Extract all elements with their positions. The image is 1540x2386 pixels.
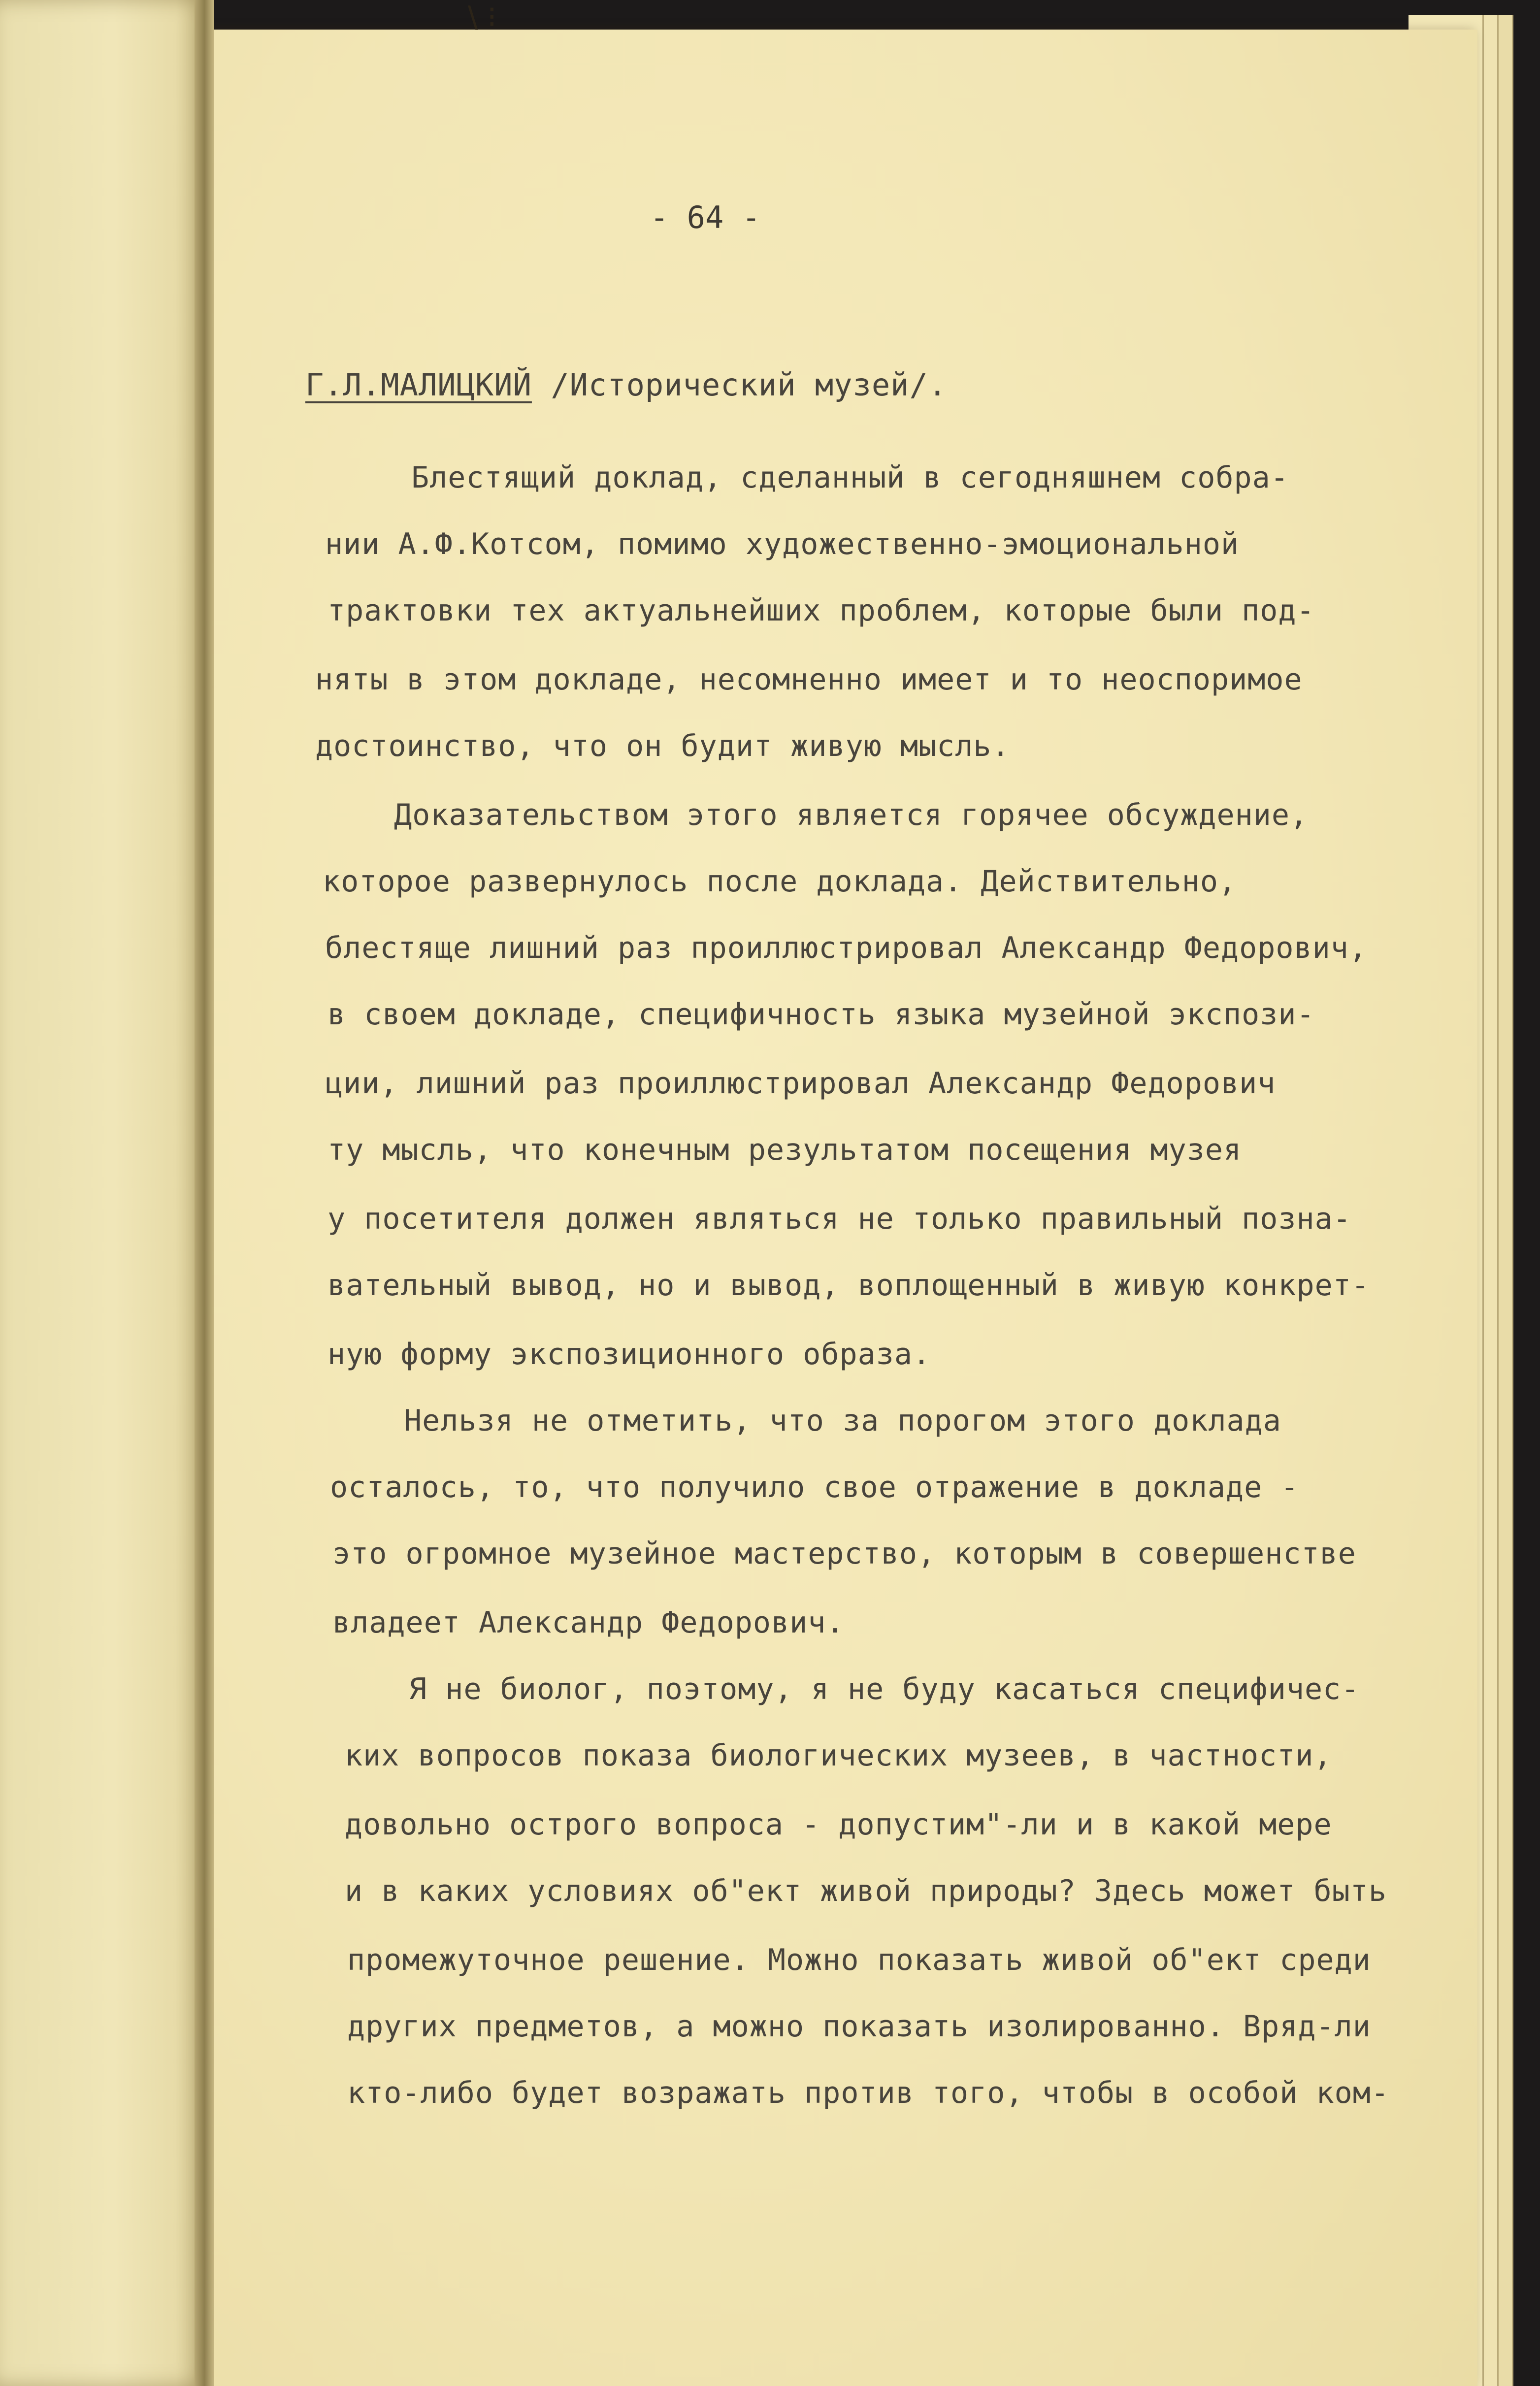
book-gutter: [195, 0, 214, 2386]
text-line: ную форму экспозиционного образа.: [328, 1337, 931, 1372]
previous-page-edge: [0, 0, 207, 2386]
text-line: блестяще лишний раз проиллюстрировал Александр Федорович,: [325, 931, 1368, 965]
speaker-name: Г.Л.МАЛИЦКИЙ: [305, 367, 532, 403]
text-line: осталось, то, что получило свое отражение в докладе -: [330, 1470, 1299, 1504]
text-line: трактовки тех актуальнейших проблем, которые были под-: [328, 593, 1315, 628]
text-line: промежуточное решение. Можно показать живой об"ект среди: [347, 1943, 1371, 1977]
text-line: у посетителя должен являться не только правильный позна-: [328, 1202, 1351, 1236]
text-line: Нельзя не отметить, что за порогом этого доклада: [404, 1404, 1281, 1438]
text-line: это огромное музейное мастерство, которым в совершенстве: [332, 1536, 1356, 1571]
text-line: которое развернулось после доклада. Действительно,: [323, 864, 1237, 899]
text-line: Доказательством этого является горячее обсуждение,: [394, 798, 1309, 832]
text-line: нии А.Ф.Котсом, помимо художественно-эмоциональной: [325, 527, 1240, 561]
text-line: Блестящий доклад, сделанный в сегодняшнем собра-: [411, 460, 1289, 495]
text-line: в своем докладе, специфичность языка музейной экспози-: [328, 997, 1315, 1032]
speaker-affiliation: /Исторический музей/.: [551, 367, 948, 403]
text-line: Я не биолог, поэтому, я не буду касаться специфичес-: [409, 1672, 1360, 1706]
page-number: - 64 -: [650, 199, 760, 235]
text-line: вательный вывод, но и вывод, воплощенный в живую конкрет-: [328, 1268, 1370, 1303]
text-line: достоинство, что он будит живую мысль.: [315, 729, 1010, 763]
text-line: владеет Александр Федорович.: [332, 1605, 845, 1640]
text-line: довольно острого вопроса - допустим"-ли и в какой мере: [345, 1807, 1332, 1842]
text-line: няты в этом докладе, несомненно имеет и то неоспоримое: [315, 662, 1303, 697]
text-line: ции, лишний раз проиллюстрировал Александр Федорович: [325, 1066, 1276, 1101]
text-line: других предметов, а можно показать изолированно. Вряд-ли: [347, 2009, 1371, 2044]
speaker-heading: [305, 367, 947, 403]
text-line: ких вопросов показа биологических музеев, в частности,: [345, 1738, 1332, 1773]
text-line: ту мысль, что конечным результатом посещения музея: [328, 1133, 1242, 1167]
text-line: кто-либо будет возражать против того, чтобы в особой ком-: [347, 2076, 1390, 2110]
top-pen-mark: \ ⁝: [468, 0, 497, 34]
text-line: и в каких условиях об"ект живой природы? Здесь может быть: [345, 1874, 1387, 1908]
